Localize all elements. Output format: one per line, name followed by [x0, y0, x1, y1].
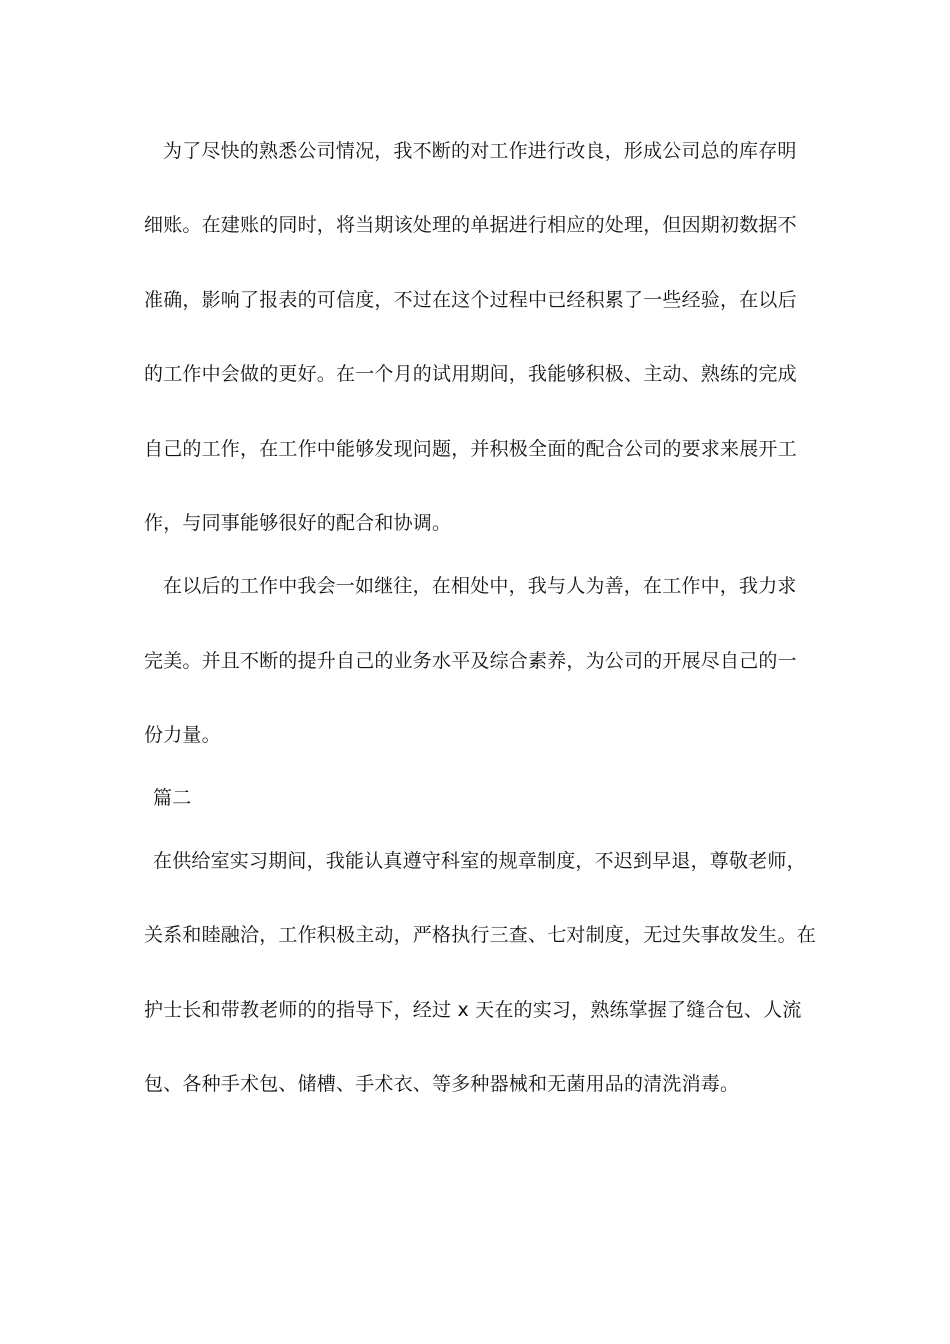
- section-heading: 篇二: [153, 787, 192, 809]
- text-line: 的工作中会做的更好。在一个月的试用期间，我能够积极、主动、熟练的完成: [144, 363, 797, 385]
- text-line: 护士长和带教老师的的指导下，经过 x 天在的实习，熟练掌握了缝合包、人流: [144, 999, 802, 1021]
- text-line: 为了尽快的熟悉公司情况，我不断的对工作进行改良，形成公司总的库存明: [163, 140, 797, 162]
- text-line: 作，与同事能够很好的配合和协调。: [144, 512, 452, 534]
- text-line: 完美。并且不断的提升自己的业务水平及综合素养，为公司的开展尽自己的一: [144, 650, 797, 672]
- text-line: 份力量。: [144, 724, 221, 746]
- text-line: 在供给室实习期间，我能认真遵守科室的规章制度，不迟到早退，尊敬老师，: [153, 850, 806, 872]
- text-line: 关系和睦融洽，工作积极主动，严格执行三查、七对制度，无过失事故发生。在: [144, 924, 817, 946]
- text-line: 在以后的工作中我会一如继往，在相处中，我与人为善，在工作中，我力求: [163, 575, 797, 597]
- text-line: 包、各种手术包、储槽、手术衣、等多种器械和无菌用品的清洗消毒。: [144, 1073, 740, 1095]
- text-line: 细账。在建账的同时，将当期该处理的单据进行相应的处理，但因期初数据不: [144, 214, 797, 236]
- text-line: 自己的工作，在工作中能够发现问题，并积极全面的配合公司的要求来展开工: [144, 438, 797, 460]
- text-line: 准确，影响了报表的可信度，不过在这个过程中已经积累了一些经验，在以后: [144, 289, 797, 311]
